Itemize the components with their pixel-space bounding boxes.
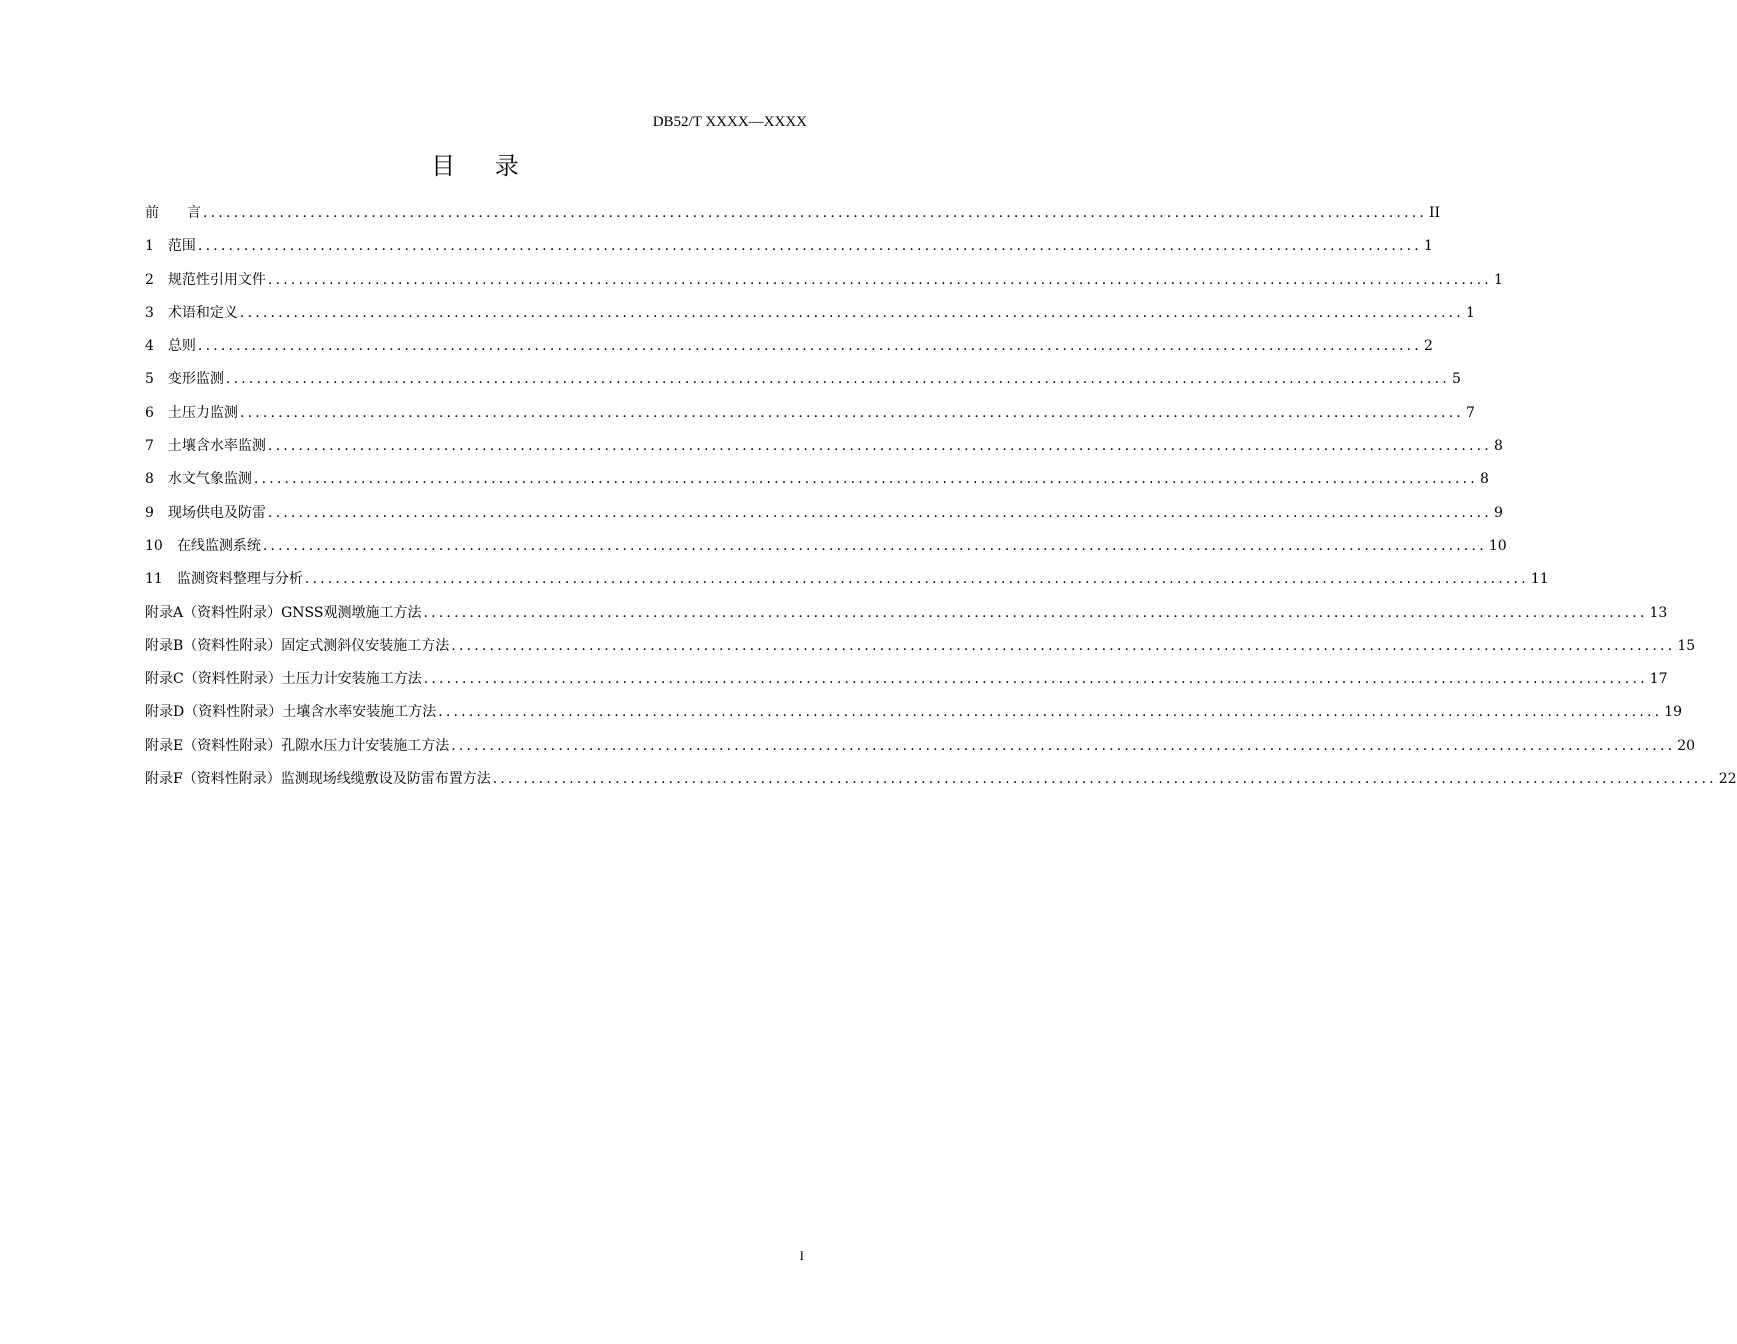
toc-page-number: 20 — [1677, 737, 1696, 754]
footer-page-number: I — [799, 1248, 804, 1263]
toc-leader: ................................................................................................................................................................ — [267, 271, 1492, 288]
toc-label: 附录E（资料性附录）孔隙水压力计安装施工方法 — [145, 737, 450, 754]
toc-page-number: 1 — [1493, 271, 1503, 288]
toc-page-number: 8 — [1493, 438, 1503, 455]
toc-label: 附录B（资料性附录）固定式测斜仪安装施工方法 — [145, 637, 450, 654]
toc-leader: ................................................................................................................................................................ — [492, 771, 1717, 788]
toc-page-number: 10 — [1488, 537, 1507, 554]
toc-leader: ................................................................................................................................................................ — [225, 371, 1450, 388]
toc-leader: ................................................................................................................................................................ — [262, 537, 1487, 554]
toc-label: 4 总则 — [145, 338, 196, 355]
toc-page-number: 1 — [1465, 304, 1475, 321]
toc-entry-9[interactable] — [145, 502, 1503, 535]
toc-label: 7 土壤含水率监测 — [145, 438, 266, 455]
toc-entry-10[interactable] — [145, 535, 1507, 568]
toc-entry-foreword[interactable] — [145, 202, 1441, 235]
toc-leader: ................................................................................................................................................................ — [197, 338, 1422, 355]
toc-label: 附录D（资料性附录）土壤含水率安装施工方法 — [145, 704, 437, 721]
page-title: 目 录 — [431, 152, 535, 180]
toc-page-number: 11 — [1530, 571, 1549, 588]
toc-page-number: 1 — [1423, 238, 1433, 255]
toc-page-number: 13 — [1649, 604, 1668, 621]
toc-label: 9 现场供电及防雷 — [145, 504, 266, 521]
toc-label: 3 术语和定义 — [145, 304, 238, 321]
toc-label: 11 监测资料整理与分析 — [145, 571, 303, 588]
toc-label: 6 土压力监测 — [145, 404, 238, 421]
toc-leader: ................................................................................................................................................................ — [239, 404, 1464, 421]
toc-entry-6[interactable] — [145, 402, 1475, 435]
toc-page-number: 19 — [1664, 704, 1683, 721]
toc-page-number: 9 — [1493, 504, 1503, 521]
toc-entry-2[interactable] — [145, 269, 1503, 302]
toc-leader: ................................................................................................................................................................ — [267, 504, 1492, 521]
toc-page-number: II — [1429, 205, 1441, 221]
toc-page-number: 17 — [1649, 671, 1668, 688]
toc-leader: ................................................................................................................................................................ — [253, 471, 1478, 488]
toc-entry-5[interactable] — [145, 368, 1461, 401]
toc-leader: ................................................................................................................................................................ — [203, 205, 1428, 221]
toc-leader: ................................................................................................................................................................ — [423, 671, 1648, 688]
toc-label: 8 水文气象监测 — [145, 471, 252, 488]
toc-entry-appendix-c[interactable] — [145, 668, 1668, 701]
toc-entry-1[interactable] — [145, 235, 1433, 268]
toc-label: 1 范围 — [145, 238, 196, 255]
toc-page-number: 7 — [1465, 404, 1475, 421]
toc-label: 附录A（资料性附录）GNSS观测墩施工方法 — [145, 604, 422, 621]
toc-page-number: 8 — [1479, 471, 1489, 488]
toc-leader: ................................................................................................................................................................ — [304, 571, 1529, 588]
toc-label: 10 在线监测系统 — [145, 537, 261, 554]
toc-page-number: 15 — [1677, 637, 1696, 654]
toc-leader: ................................................................................................................................................................ — [267, 438, 1492, 455]
toc-page-number: 2 — [1423, 338, 1433, 355]
document-code: DB52/T XXXX—XXXX — [652, 114, 807, 130]
toc-leader: ................................................................................................................................................................ — [451, 637, 1676, 654]
toc-entry-appendix-a[interactable] — [145, 602, 1668, 635]
toc-entry-appendix-e[interactable] — [145, 735, 1696, 768]
toc-entry-appendix-f[interactable] — [145, 768, 1737, 801]
toc-entry-4[interactable] — [145, 335, 1433, 368]
toc-label: 2 规范性引用文件 — [145, 271, 266, 288]
toc-leader: ................................................................................................................................................................ — [451, 737, 1676, 754]
toc-entry-3[interactable] — [145, 302, 1475, 335]
toc-label: 前 言 — [145, 205, 201, 221]
toc-label: 附录F（资料性附录）监测现场线缆敷设及防雷布置方法 — [145, 771, 491, 788]
toc-leader: ................................................................................................................................................................ — [239, 304, 1464, 321]
table-of-contents — [145, 202, 1737, 801]
toc-entry-appendix-b[interactable] — [145, 635, 1696, 668]
toc-entry-8[interactable] — [145, 468, 1489, 501]
toc-entry-11[interactable] — [145, 568, 1549, 601]
toc-page-number: 5 — [1451, 371, 1461, 388]
toc-leader: ................................................................................................................................................................ — [197, 238, 1422, 255]
toc-leader: ................................................................................................................................................................ — [438, 704, 1663, 721]
toc-label: 5 变形监测 — [145, 371, 224, 388]
toc-page-number: 22 — [1718, 771, 1737, 788]
toc-leader: ................................................................................................................................................................ — [423, 604, 1648, 621]
toc-entry-7[interactable] — [145, 435, 1503, 468]
toc-entry-appendix-d[interactable] — [145, 701, 1683, 734]
toc-label: 附录C（资料性附录）土压力计安装施工方法 — [145, 671, 422, 688]
